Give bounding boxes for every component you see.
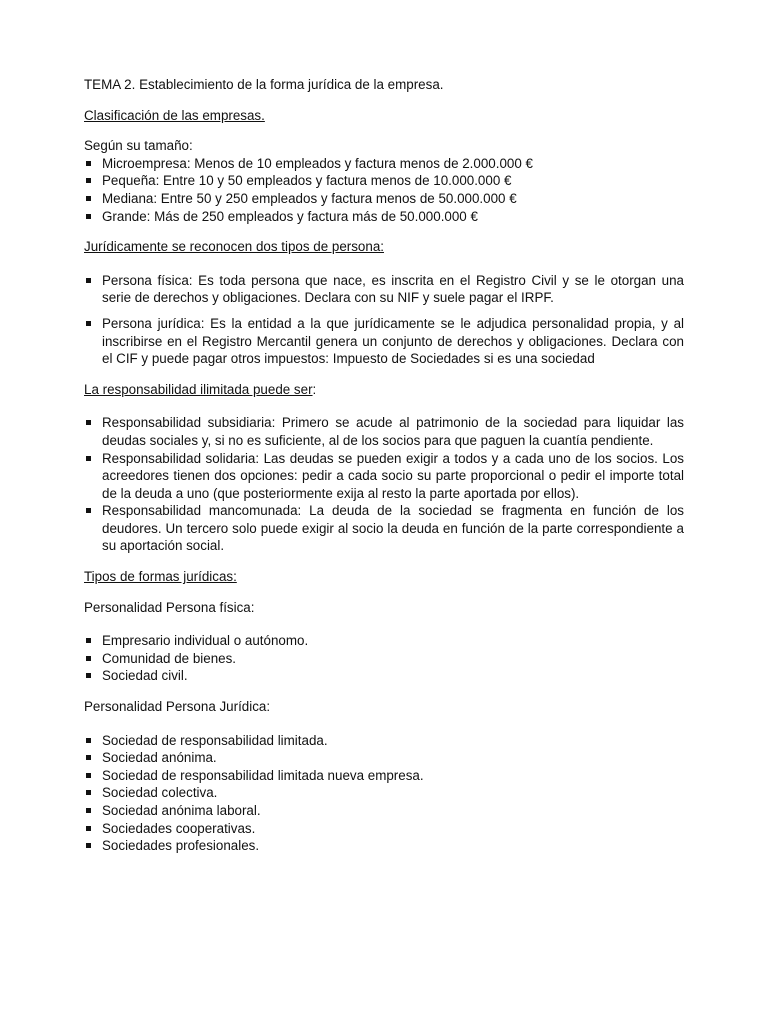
list-item: Responsabilidad mancomunada: La deuda de la sociedad se fragmenta en función de los deudores. Un tercero solo puede exigir al socio la deuda en función de la parte correspondiente a su aportación social. bbox=[84, 502, 684, 555]
section-heading-responsabilidad bbox=[84, 381, 684, 399]
list-item: Sociedad de responsabilidad limitada nueva empresa. bbox=[84, 767, 684, 785]
list-item: Grande: Más de 250 empleados y factura más de 50.000.000 € bbox=[84, 208, 684, 226]
persona-list bbox=[84, 272, 684, 368]
list-item: Sociedades cooperativas. bbox=[84, 820, 684, 838]
list-item: Sociedad anónima. bbox=[84, 749, 684, 767]
list-item: Sociedad anónima laboral. bbox=[84, 802, 684, 820]
responsabilidad-heading-colon: : bbox=[312, 381, 317, 397]
document-page bbox=[84, 76, 684, 855]
list-item: Responsabilidad solidaria: Las deudas se pueden exigir a todos y a cada uno de los socios. Los acreedores tienen dos opciones: pedir a cada socio su parte proporcional o pedir el importe total de la deuda a uno (que posteriormente exija al resto la parte aportada por ellos). bbox=[84, 450, 684, 503]
list-item: Persona física: Es toda persona que nace, es inscrita en el Registro Civil y se le otorgan una serie de derechos y obligaciones. Declara con su NIF y suele pagar el IRPF. bbox=[84, 272, 684, 307]
subheading-persona-fisica: Personalidad Persona física: bbox=[84, 599, 255, 615]
list-item: Comunidad de bienes. bbox=[84, 650, 684, 668]
subheading-persona-juridica: Personalidad Persona Jurídica: bbox=[84, 699, 271, 715]
list-item: Sociedad civil. bbox=[84, 667, 684, 685]
list-item: Empresario individual o autónomo. bbox=[84, 632, 684, 650]
responsabilidad-heading-text: La responsabilidad ilimitada puede ser bbox=[84, 381, 313, 397]
size-list bbox=[84, 155, 684, 225]
list-item: Persona jurídica: Es la entidad a la que jurídicamente se le adjudica personalidad propia, y al inscribirse en el Registro Mercantil genera un conjunto de derechos y obligaciones. Declara con el CIF y puede pagar otros impuestos: Impuesto de Sociedades si es una sociedad bbox=[84, 315, 684, 368]
subheading-tamano: Según su tamaño: bbox=[84, 138, 193, 154]
responsabilidad-list bbox=[84, 414, 684, 555]
forma-fisica-list bbox=[84, 632, 684, 685]
list-item: Microempresa: Menos de 10 empleados y factura menos de 2.000.000 € bbox=[84, 155, 684, 173]
list-item: Pequeña: Entre 10 y 50 empleados y factura menos de 10.000.000 € bbox=[84, 172, 684, 190]
list-item: Mediana: Entre 50 y 250 empleados y factura menos de 50.000.000 € bbox=[84, 190, 684, 208]
list-item: Sociedad colectiva. bbox=[84, 784, 684, 802]
list-item: Sociedades profesionales. bbox=[84, 837, 684, 855]
forma-juridica-list bbox=[84, 732, 684, 855]
list-item: Responsabilidad subsidiaria: Primero se acude al patrimonio de la sociedad para liquidar las deudas sociales y, si no es suficiente, al de los socios para que paguen la cuantía pendiente. bbox=[84, 414, 684, 449]
list-item: Sociedad de responsabilidad limitada. bbox=[84, 732, 684, 750]
section-heading-clasificacion: Clasificación de las empresas. bbox=[84, 107, 265, 123]
document-title: TEMA 2. Establecimiento de la forma jurídica de la empresa. bbox=[84, 77, 444, 92]
section-heading-formas: Tipos de formas jurídicas: bbox=[84, 569, 237, 585]
section-heading-personas: Jurídicamente se reconocen dos tipos de persona: bbox=[84, 239, 384, 255]
